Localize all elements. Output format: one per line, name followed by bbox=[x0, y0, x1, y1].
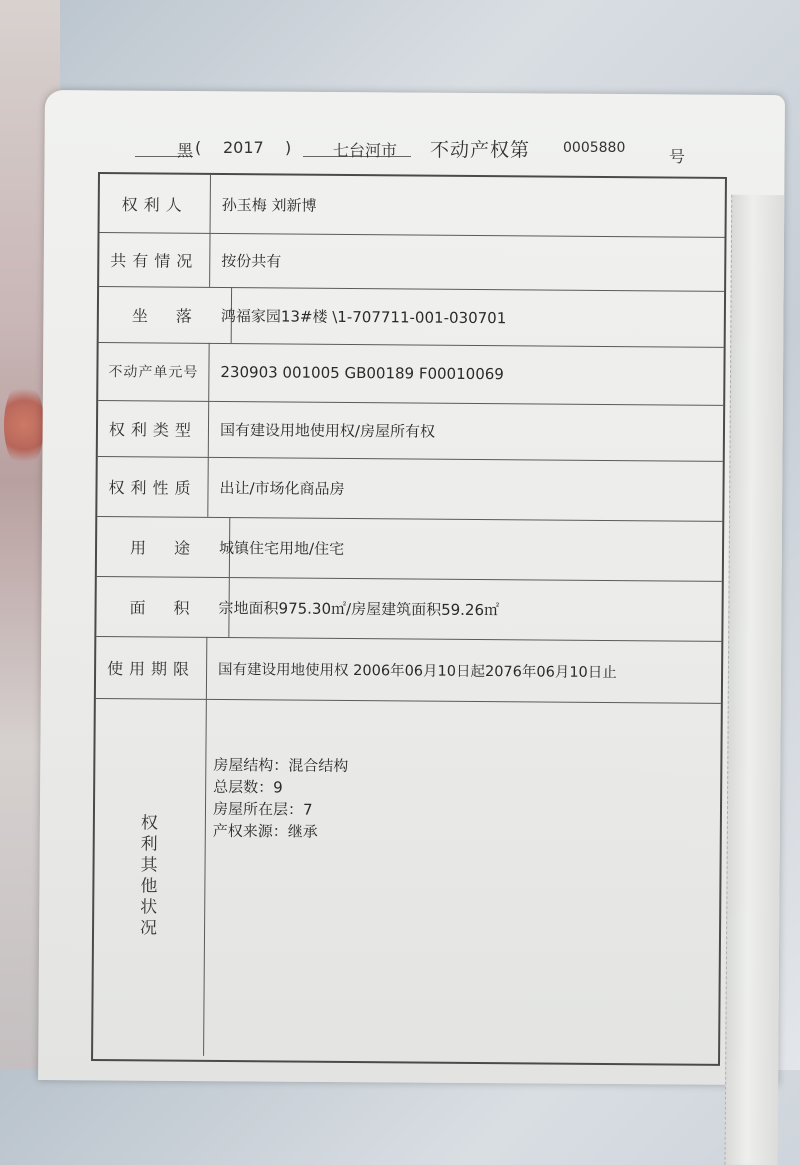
other-label-char: 状 bbox=[140, 897, 158, 918]
table-row bbox=[97, 456, 722, 522]
row-value: 按份共有 bbox=[221, 251, 282, 270]
property-table bbox=[91, 172, 727, 1066]
table-row bbox=[96, 576, 721, 642]
row-value: 孙玉梅 刘新博 bbox=[221, 195, 317, 215]
row-value: 鸿福家园13#楼 \1-707711-001-030701 bbox=[220, 306, 507, 327]
header-province: 黑 bbox=[177, 141, 194, 160]
page-spine bbox=[725, 195, 785, 1165]
flower-pattern bbox=[4, 380, 44, 470]
header-number: 0005880 bbox=[563, 140, 626, 156]
other-label-char: 利 bbox=[140, 834, 158, 855]
header-year: 2017 bbox=[223, 138, 264, 157]
row-value: 国有建设用地使用权/房屋所有权 bbox=[219, 420, 436, 441]
table-row bbox=[96, 636, 721, 704]
row-label: 权利类型 bbox=[98, 400, 209, 457]
other-label-char: 况 bbox=[139, 918, 158, 939]
other-line: 房屋所在层：7 bbox=[212, 799, 313, 819]
row-value: 城镇住宅用地/住宅 bbox=[218, 538, 345, 558]
table-row bbox=[99, 286, 724, 348]
other-line: 产权来源：继承 bbox=[212, 821, 318, 841]
row-label: 共有情况 bbox=[99, 232, 210, 287]
table-row bbox=[99, 232, 724, 292]
row-label: 使用期限 bbox=[96, 636, 207, 699]
other-label-char: 权 bbox=[140, 813, 158, 834]
certificate-header bbox=[135, 130, 695, 170]
header-city: 七台河市 bbox=[333, 141, 398, 160]
other-label-char: 其 bbox=[140, 855, 158, 876]
other-details bbox=[213, 754, 349, 843]
other-label-char: 他 bbox=[140, 876, 158, 897]
header-open-paren: ( bbox=[195, 138, 202, 157]
table-row bbox=[97, 516, 722, 582]
row-label: 权利性质 bbox=[97, 456, 208, 517]
row-label: 面积 bbox=[96, 576, 229, 637]
row-value: 出让/市场化商品房 bbox=[219, 478, 345, 498]
header-close-paren: ) bbox=[285, 138, 292, 157]
table-row bbox=[98, 400, 723, 462]
other-label bbox=[93, 698, 207, 1056]
table-row bbox=[100, 174, 725, 238]
row-label: 坐落 bbox=[99, 286, 232, 343]
row-value: 国有建设用地使用权 2006年06月10日起2076年06月10日止 bbox=[218, 661, 617, 681]
other-line: 总层数：9 bbox=[213, 777, 283, 797]
row-label: 不动产单元号 bbox=[98, 342, 209, 401]
row-label: 用途 bbox=[97, 516, 230, 577]
row-label: 权利人 bbox=[100, 174, 211, 233]
table-row bbox=[98, 342, 723, 406]
table-row-other bbox=[93, 698, 721, 1060]
header-title: 不动产权第 bbox=[430, 139, 531, 161]
row-value: 230903 001005 GB00189 F00010069 bbox=[220, 362, 504, 384]
other-line: 房屋结构：混合结构 bbox=[213, 755, 349, 775]
row-value: 宗地面积975.30㎡/房屋建筑面积59.26㎡ bbox=[218, 598, 500, 619]
header-suffix: 号 bbox=[669, 147, 686, 166]
